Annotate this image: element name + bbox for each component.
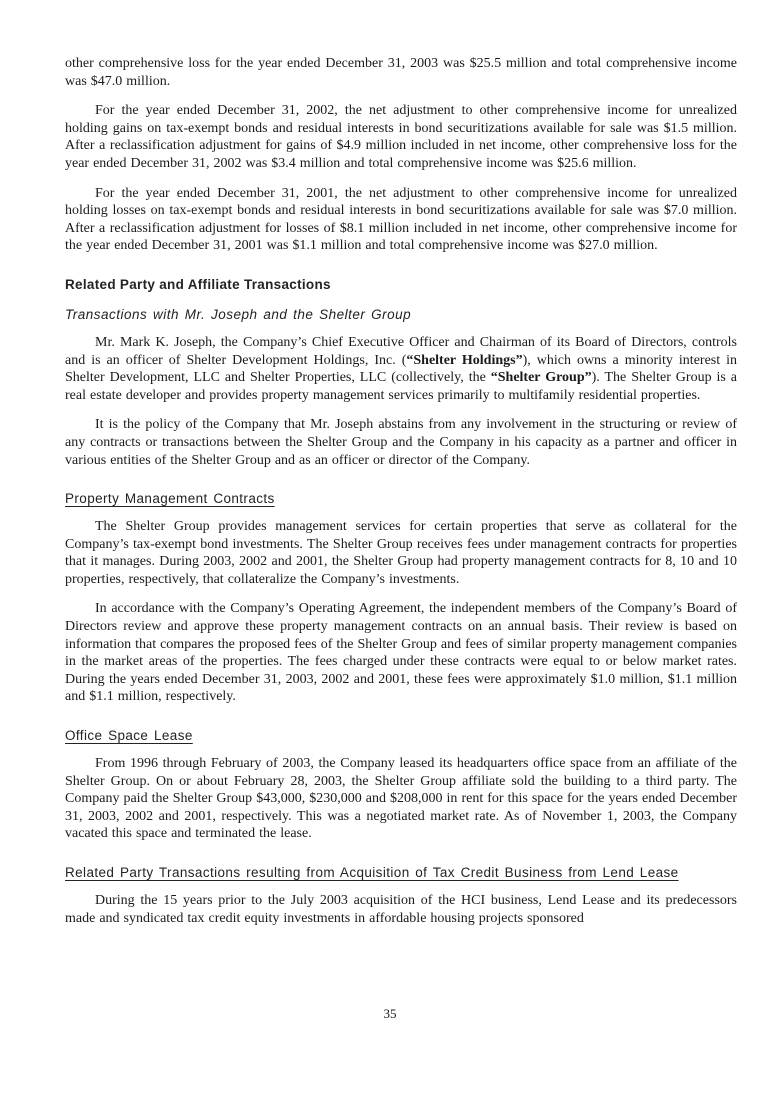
- text-run: For the year ended December 31, 2002, the net adjustment to other comprehensive income for unrealized holding gains on tax-exempt bonds and residual interests in bond securitizations available for sale was $1.5 million. After a reclassification adjustment for gains of $4.9 million included in net income, other comprehensive loss for the year ended December 31, 2002 was $3.4 million and total comprehensive income was $25.6 million.: [65, 103, 737, 171]
- page-number: 35: [383, 1006, 397, 1021]
- section-heading: Related Party and Affiliate Transactions: [65, 276, 331, 292]
- paragraph: [65, 892, 737, 927]
- text-run: ), which owns a minority interest in Shelter Development, LLC and Shelter Properties, LLC (collectively, the: [65, 352, 738, 386]
- text-run: From 1996 through February of 2003, the Company leased its headquarters office space from an affiliate of the Shelter Group. On or about February 28, 2003, the Shelter Group affiliate sold the building to a third party. The Company paid the Shelter Group $43,000, $230,000 and $208,000 in rent for this space for the years ended December 31, 2003, 2002 and 2001, respectively. This was a negotiated market rate. As of November 1, 2003, the Company vacated this space and terminated the lease.: [65, 756, 737, 842]
- subsection-heading: Transactions with Mr. Joseph and the Shelter Group: [65, 306, 412, 322]
- paragraph: [65, 102, 737, 172]
- paragraph: [65, 518, 737, 588]
- underlined-heading: Office Space Lease: [65, 728, 193, 744]
- bold-defined-term: “Shelter Holdings”: [406, 352, 523, 368]
- paragraph: [65, 185, 737, 255]
- text-run: For the year ended December 31, 2001, the net adjustment to other comprehensive income for unrealized holding losses on tax-exempt bonds and residual interests in bond securitizations available for sale was $7.0 million. After a reclassification adjustment for losses of $8.1 million included in net income, other comprehensive income for the year ended December 31, 2001 was $1.1 million and total comprehensive income was $27.0 million.: [65, 185, 737, 254]
- text-run: In accordance with the Company’s Operating Agreement, the independent members of the Company’s Board of Directors review and approve these property management contracts on an annual basis. Their review is based on information that compares the proposed fees of the Shelter Group and fees of similar property management companies in the market areas of the properties. The fees charged under these contracts were equal to or below market rates. During the years ended December 31, 2003, 2002 and 2001, these fees were approximately $1.0 million, $1.1 million and $1.1 million, respectively.: [65, 601, 738, 705]
- paragraph: [65, 755, 737, 843]
- text-run: other comprehensive loss for the year ended December 31, 2003 was $25.5 million and total comprehensive income was $47.0 million.: [65, 56, 737, 89]
- text-run: ). The Shelter Group is a real estate developer and provides property management services primarily to multifamily residential properties.: [65, 370, 738, 403]
- paragraph: [65, 416, 737, 469]
- paragraph: [65, 55, 737, 90]
- bold-defined-term: “Shelter Group”: [490, 370, 592, 386]
- text-run: During the 15 years prior to the July 2003 acquisition of the HCI business, Lend Lease and its predecessors made and syndicated tax credit equity investments in affordable housing projects sponsored: [65, 893, 737, 926]
- text-run: The Shelter Group provides management services for certain properties that serve as collateral for the Company’s tax-exempt bond investments. The Shelter Group receives fees under management contracts for properties that it manages. During 2003, 2002 and 2001, the Shelter Group had property management contracts for 8, 10 and 10 properties, respectively, that collateralize the Company’s investments.: [65, 519, 737, 587]
- text-run: Mr. Mark K. Joseph, the Company’s Chief Executive Officer and Chairman of its Board of Directors, controls and is an officer of Shelter Development Holdings, Inc. (: [65, 334, 737, 368]
- text-run: It is the policy of the Company that Mr. Joseph abstains from any involvement in the structuring or review of any contracts or transactions between the Shelter Group and the Company in his capacity as a partner and officer in various entities of the Shelter Group and as an officer or director of the Company.: [65, 417, 737, 468]
- underlined-heading: Property Management Contracts: [65, 491, 275, 507]
- document-content: [65, 55, 737, 927]
- paragraph: [65, 600, 737, 706]
- paragraph: [65, 334, 737, 404]
- underlined-heading: Related Party Transactions resulting from Acquisition of Tax Credit Business from Lend Lease: [65, 865, 679, 880]
